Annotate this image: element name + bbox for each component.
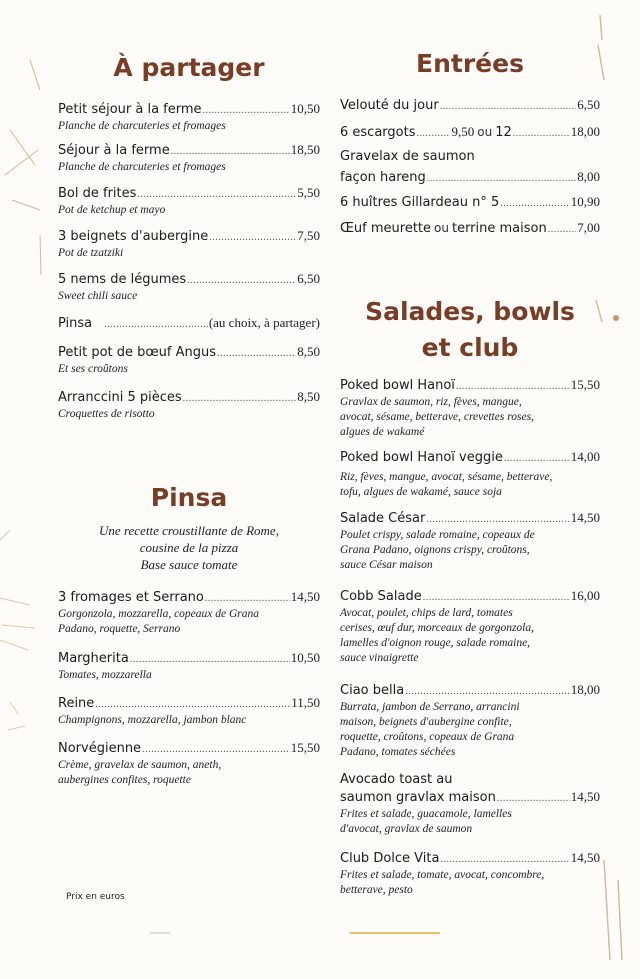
item-name: Séjour à la ferme <box>58 143 170 158</box>
leader-dots <box>440 851 569 868</box>
item-description: cerises, œuf dur, morceaux de gorgonzola, <box>340 622 534 634</box>
menu-item <box>340 587 600 666</box>
menu-item <box>58 388 320 422</box>
leader-dots <box>187 272 296 289</box>
item-description: Planche de charcuteries et fromages <box>58 161 226 173</box>
leader-dots <box>171 143 290 160</box>
item-name: Cobb Salade <box>340 589 422 604</box>
menu-item <box>58 100 320 134</box>
item-price: 14,50 <box>570 850 600 865</box>
item-name: saumon gravlax maison <box>340 790 496 805</box>
leader-dots <box>95 696 290 713</box>
leader-dots <box>137 186 296 203</box>
item-name: Velouté du jour <box>340 98 439 113</box>
item-name: Poked bowl Hanoï veggie <box>340 450 503 465</box>
menu-item <box>340 193 600 212</box>
item-description: sauce César maison <box>340 559 433 571</box>
item-description: Padano, tomates séchées <box>340 746 456 758</box>
item-name: Club Dolce Vita <box>340 851 440 866</box>
item-description: Sweet chili sauce <box>58 290 138 302</box>
item-description: Et ses croûtons <box>58 363 128 375</box>
menu-item <box>340 219 600 238</box>
item-price: 18,00 <box>570 124 600 139</box>
menu-item <box>340 509 600 573</box>
item-price: 11,50 <box>291 695 320 710</box>
item-description: Gorgonzola, mozzarella, copeaux de Grana <box>58 608 260 620</box>
item-name: 6 huîtres Gillardeau n° 5 <box>340 195 500 210</box>
item-price: 10,90 <box>570 194 600 209</box>
item-price: 16,00 <box>570 588 600 603</box>
item-description: Padano, roquette, Serrano <box>58 623 181 635</box>
leader-dots <box>104 316 208 333</box>
leader-dots <box>217 345 296 362</box>
item-price: 9,50 <box>451 124 475 139</box>
decorative-sketch-bottom <box>150 925 480 945</box>
leader-dots <box>548 221 577 238</box>
item-description: Poulet crispy, salade romaine, copeaux de <box>340 529 535 541</box>
item-description: Avocat, poulet, chips de lard, tomates <box>340 607 513 619</box>
item-price: 10,50 <box>290 650 320 665</box>
pinsa-intro-line: Une recette croustillante de Rome, <box>99 523 279 538</box>
pinsa-intro-line: cousine de la pizza <box>139 540 239 555</box>
menu-item <box>340 448 600 500</box>
section-title-a-partager: À partager <box>113 53 265 82</box>
leader-dots <box>130 651 290 668</box>
item-price: 18,50 <box>290 142 320 157</box>
item-name: Gravelax de saumon <box>340 149 475 164</box>
item-description: aubergines confites, roquette <box>58 774 191 786</box>
item-description: maison, beignets d'aubergine confite, <box>340 716 512 728</box>
item-price: 7,50 <box>297 228 320 243</box>
item-description: Grana Padano, oignons crispy, croûtons, <box>340 544 530 556</box>
menu-item <box>58 694 320 728</box>
item-price: 6,50 <box>297 271 320 286</box>
leader-dots <box>427 170 576 187</box>
section-title-salades-line1: Salades, bowls <box>365 297 575 326</box>
item-description: Gravlax de saumon, riz, fèves, mangue, <box>340 396 522 408</box>
menu-item <box>340 849 600 898</box>
leader-dots <box>183 390 297 407</box>
menu-item <box>340 376 600 440</box>
menu-item <box>58 588 320 637</box>
item-name: Margherita <box>58 651 129 666</box>
item-price: 8,50 <box>297 344 320 359</box>
decorative-sketch-left <box>0 0 60 979</box>
pinsa-intro-line: Base sauce tomate <box>140 557 238 572</box>
item-price: 8,50 <box>297 389 320 404</box>
item-description: algues de wakamé <box>340 426 425 438</box>
item-name: Poked bowl Hanoï <box>340 378 455 393</box>
item-price: 15,50 <box>290 740 320 755</box>
item-description: Croquettes de risotto <box>58 408 155 420</box>
item-description: avocat, sésame, betterave, crevettes roses, <box>340 411 534 423</box>
section-title-entrees: Entrées <box>416 49 524 78</box>
leader-dots <box>426 511 569 528</box>
leader-dots <box>513 125 570 142</box>
item-name: Avocado toast au <box>340 772 453 787</box>
item-name: Salade César <box>340 511 426 526</box>
item-description: Frites et salade, tomate, avocat, concombre, <box>340 869 545 881</box>
item-name: Arranccini 5 pièces <box>58 390 182 405</box>
leader-dots <box>423 589 570 606</box>
pinsa-intro <box>58 522 320 573</box>
item-description: Champignons, mozzarella, jambon blanc <box>58 714 247 726</box>
item-price: 14,50 <box>570 789 600 804</box>
section-title-pinsa: Pinsa <box>150 483 228 512</box>
item-description: Tomates, mozzarella <box>58 669 152 681</box>
item-description: tofu, algues de wakamé, sauce soja <box>340 486 502 498</box>
leader-dots <box>203 102 290 119</box>
item-name: Pinsa <box>58 316 93 331</box>
item-name-alt: 12 <box>495 125 512 140</box>
menu-item <box>340 148 600 187</box>
menu-item <box>58 343 320 377</box>
item-name: Ciao bella <box>340 683 405 698</box>
item-description: Crème, gravelax de saumon, aneth, <box>58 759 222 771</box>
item-description: Planche de charcuteries et fromages <box>58 120 226 132</box>
menu-item <box>58 227 320 261</box>
leader-dots <box>205 590 290 607</box>
leader-dots <box>500 195 569 212</box>
item-description: Pot de ketchup et mayo <box>58 204 166 216</box>
item-price: 14,00 <box>570 449 600 464</box>
menu-item <box>58 270 320 304</box>
leader-dots <box>504 450 570 467</box>
leader-dots <box>456 378 570 395</box>
item-description: sauce vinaigrette <box>340 652 419 664</box>
item-price: 5,50 <box>297 185 320 200</box>
leader-dots <box>209 229 296 246</box>
leader-dots <box>497 790 570 807</box>
item-price: 14,50 <box>290 589 320 604</box>
menu-item <box>340 771 600 837</box>
item-or: ou <box>477 125 493 139</box>
menu-item <box>58 141 320 175</box>
menu-item <box>58 184 320 218</box>
item-name: 5 nems de légumes <box>58 272 187 287</box>
menu-item <box>58 649 320 683</box>
item-price: 7,00 <box>577 220 600 235</box>
item-price: 6,50 <box>577 97 600 112</box>
menu-item <box>340 681 600 760</box>
item-description: roquette, croûtons, copeaux de Grana <box>340 731 515 743</box>
footer-note: Prix en euros <box>66 892 125 902</box>
item-description: lamelles d'oignon rouge, salade romaine, <box>340 637 531 649</box>
item-name: Bol de frites <box>58 186 137 201</box>
item-description: d'avocat, gravlax de saumon <box>340 823 473 835</box>
menu-item <box>58 739 320 788</box>
leader-dots <box>440 98 577 115</box>
item-name: 3 fromages et Serrano <box>58 590 204 605</box>
item-name: Petit séjour à la ferme <box>58 102 202 117</box>
leader-dots <box>416 125 450 142</box>
item-name-alt: terrine maison <box>451 221 547 236</box>
item-price: 18,00 <box>570 682 600 697</box>
item-name: 6 escargots <box>340 125 416 140</box>
item-description: Burrata, jambon de Serrano, arrancini <box>340 701 520 713</box>
item-price: 14,50 <box>570 510 600 525</box>
item-name: Œuf meurette <box>340 221 432 236</box>
item-name: 3 beignets d'aubergine <box>58 229 209 244</box>
item-name: Petit pot de bœuf Angus <box>58 345 217 360</box>
item-price: (au choix, à partager) <box>208 315 320 330</box>
leader-dots <box>405 683 570 700</box>
menu-item <box>340 123 600 142</box>
menu-item <box>340 96 600 115</box>
leader-dots <box>142 741 290 758</box>
item-name: Reine <box>58 696 95 711</box>
item-or: ou <box>434 221 449 235</box>
item-name: Norvégienne <box>58 741 142 756</box>
item-name: façon hareng <box>340 170 426 185</box>
item-description: Frites et salade, guacamole, lamelles <box>340 808 512 820</box>
item-description: Pot de tzatziki <box>58 247 124 259</box>
item-price: 10,50 <box>290 101 320 116</box>
item-description: Riz, fèves, mangue, avocat, sésame, betterave, <box>340 471 553 483</box>
item-description: betterave, pesto <box>340 884 413 896</box>
menu-item <box>58 314 320 333</box>
section-title-salades-line2: et club <box>421 333 519 362</box>
item-price: 15,50 <box>570 377 600 392</box>
item-price: 8,00 <box>577 169 600 184</box>
